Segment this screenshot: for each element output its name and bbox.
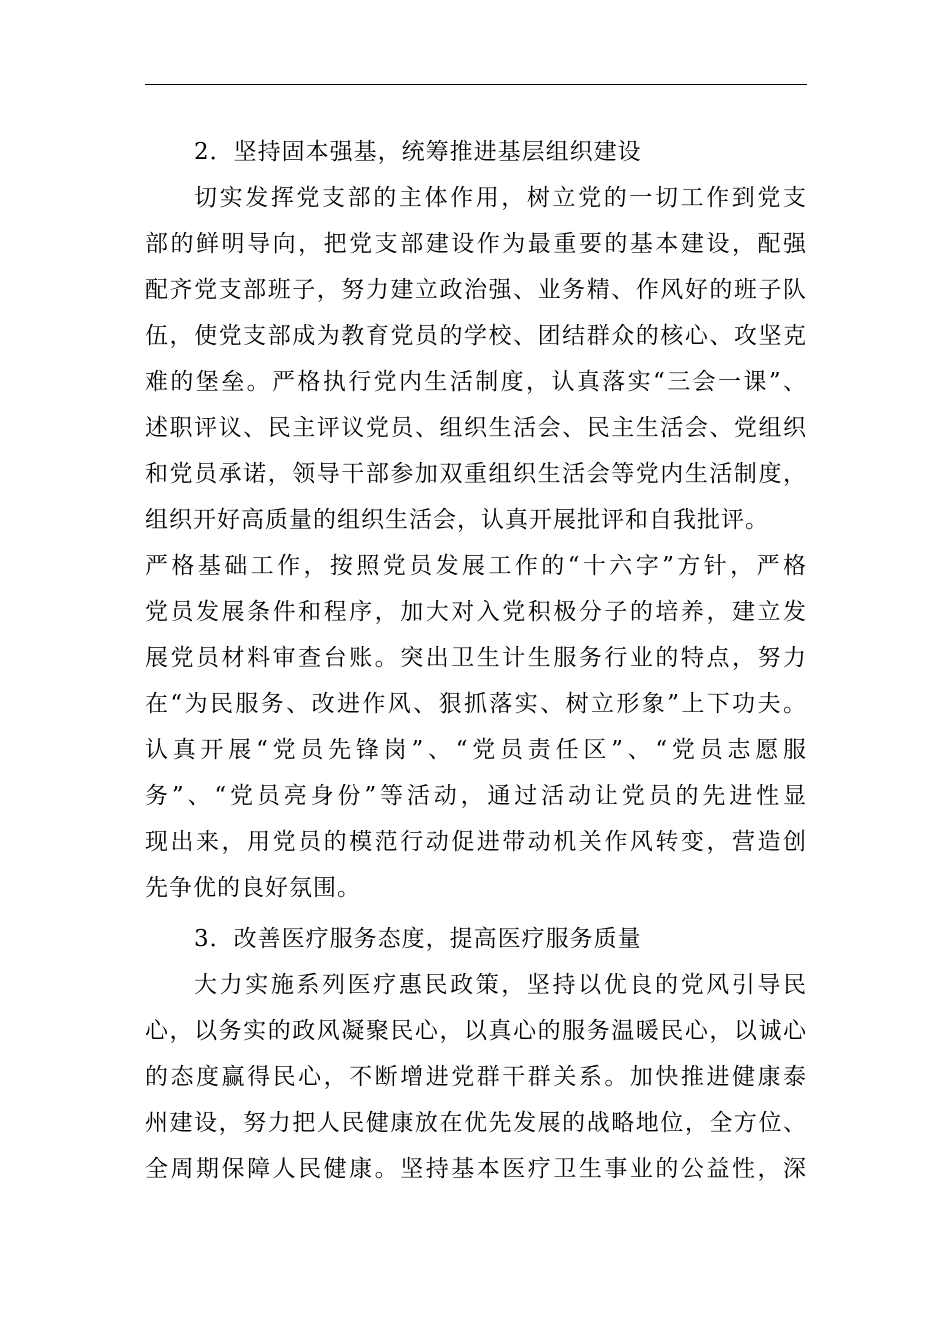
paragraph-line: 展党员材料审查台账。突出卫生计生服务行业的特点，努力 <box>145 645 807 671</box>
paragraph-line: 组织开好高质量的组织生活会，认真开展批评和自我批评。 <box>145 507 769 533</box>
paragraph-line: 全周期保障人民健康。坚持基本医疗卫生事业的公益性，深 <box>145 1156 807 1182</box>
paragraph-line: 严格基础工作，按照党员发展工作的“十六字”方针，严格 <box>145 553 807 579</box>
paragraph-line: 述职评议、民主评议党员、组织生活会、民主生活会、党组织 <box>145 415 807 441</box>
paragraph-line: 务”、“党员亮身份”等活动，通过活动让党员的先进性显 <box>145 783 807 809</box>
paragraph-line: 现出来，用党员的模范行动促进带动机关作风转变，营造创 <box>145 829 807 855</box>
header-rule <box>145 84 807 85</box>
section-heading-2: 2．坚持固本强基，统筹推进基层组织建设 <box>194 139 642 165</box>
paragraph-line: 心，以务实的政风凝聚民心，以真心的服务温暖民心，以诚心 <box>145 1018 807 1044</box>
paragraph-line: 党员发展条件和程序，加大对入党积极分子的培养，建立发 <box>145 599 807 625</box>
paragraph-line: 部的鲜明导向，把党支部建设作为最重要的基本建设，配强 <box>145 231 807 257</box>
paragraph-line: 难的堡垒。严格执行党内生活制度，认真落实“三会一课”、 <box>145 369 807 395</box>
paragraph-line: 切实发挥党支部的主体作用，树立党的一切工作到党支 <box>194 185 807 211</box>
paragraph-line: 配齐党支部班子，努力建立政治强、业务精、作风好的班子队 <box>145 277 807 303</box>
paragraph-line: 和党员承诺，领导干部参加双重组织生活会等党内生活制度， <box>145 461 807 487</box>
paragraph-line: 伍，使党支部成为教育党员的学校、团结群众的核心、攻坚克 <box>145 323 807 349</box>
section-heading-3: 3．改善医疗服务态度，提高医疗服务质量 <box>194 926 642 952</box>
paragraph-line: 的态度赢得民心，不断增进党群干群关系。加快推进健康泰 <box>145 1064 807 1090</box>
paragraph-line: 州建设，努力把人民健康放在优先发展的战略地位，全方位、 <box>145 1110 807 1136</box>
paragraph-line: 认真开展“党员先锋岗”、“党员责任区”、“党员志愿服 <box>145 737 807 763</box>
paragraph-line: 先争优的良好氛围。 <box>145 875 361 901</box>
paragraph-line: 大力实施系列医疗惠民政策，坚持以优良的党风引导民 <box>194 972 807 998</box>
paragraph-line: 在“为民服务、改进作风、狠抓落实、树立形象”上下功夫。 <box>145 691 807 717</box>
